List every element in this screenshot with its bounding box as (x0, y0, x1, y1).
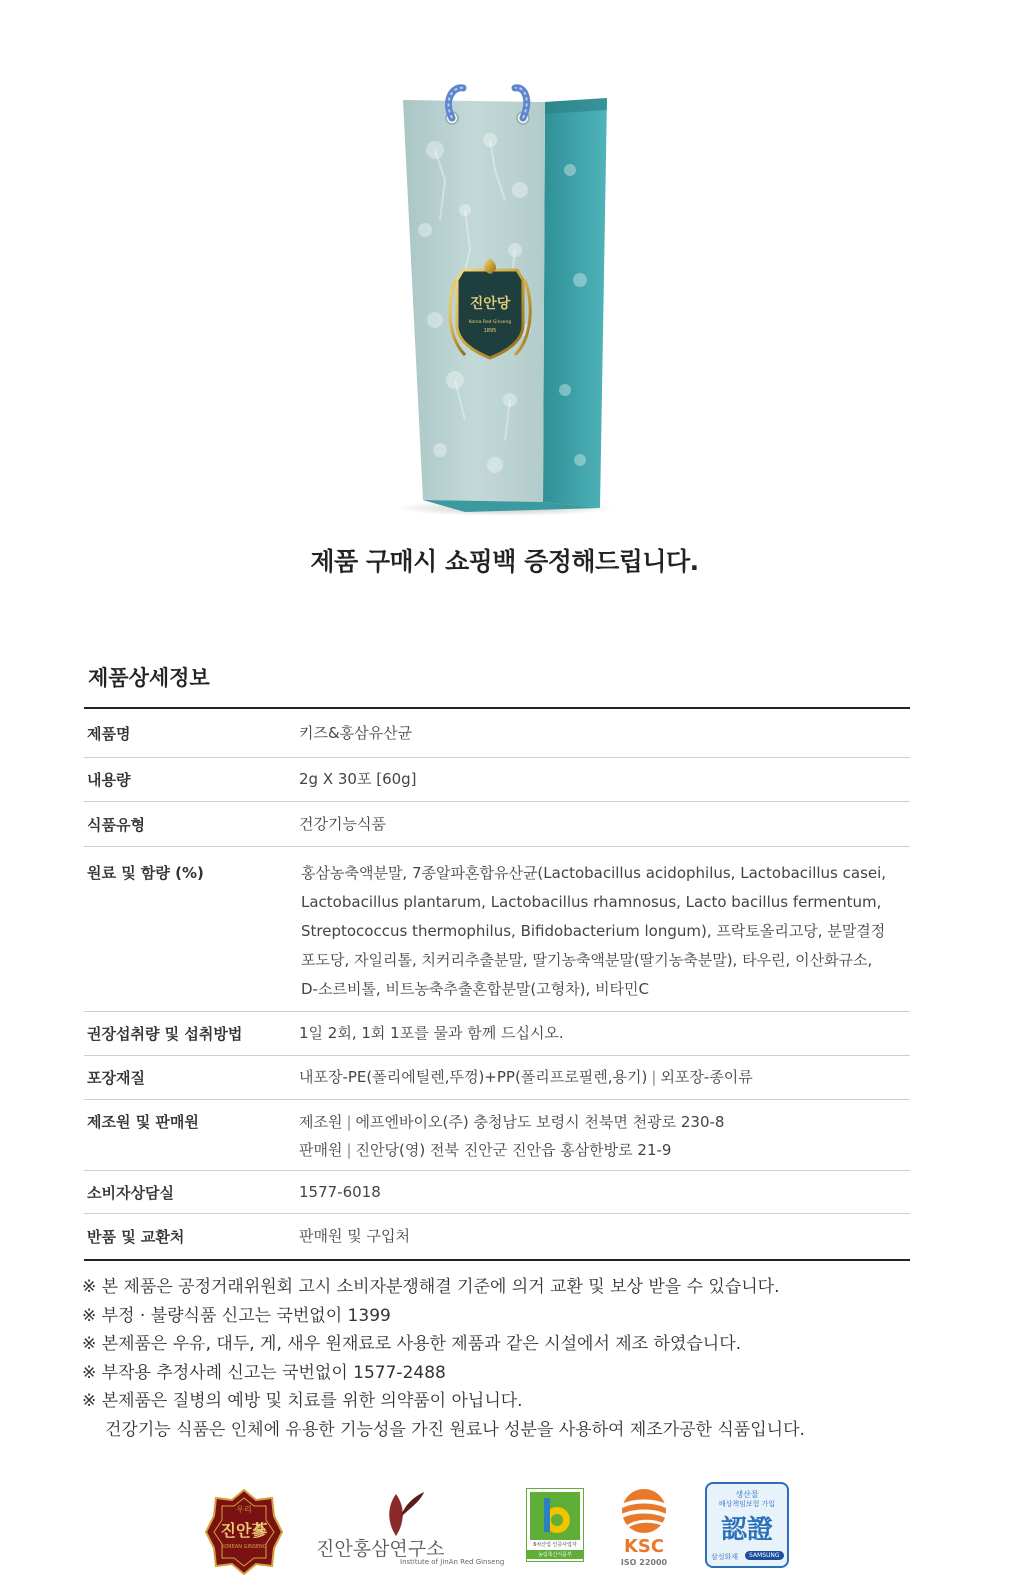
row-label: 제조원 및 판매원 (87, 1113, 199, 1131)
sixth-industry-top: 6차산업 인증사업자 (533, 1542, 577, 1548)
separator: | (346, 1141, 352, 1159)
maker-tag: 제조원 (299, 1113, 343, 1131)
table-row-packing (84, 1056, 910, 1100)
row-label: 반품 및 교환처 (87, 1228, 185, 1246)
row-value (299, 1063, 910, 1092)
jinsam-small: 우리 (236, 1505, 252, 1514)
notice-list (82, 1273, 942, 1444)
letter-b-icon (530, 1492, 580, 1540)
sixth-industry-logo (526, 1488, 584, 1562)
ingredient-line: 홍삼농축액분말, 7종알파혼합유산균(Lactobacillus acidophilus, Lactobacillus casei, (301, 864, 887, 882)
table-row-maker (84, 1100, 910, 1171)
bag-brand-year: 1895 (483, 328, 497, 334)
row-label: 원료 및 함량 (%) (87, 864, 204, 882)
ginseng-leaf-icon (366, 1488, 426, 1538)
ksc-main: KSC (623, 1536, 665, 1557)
table-row-customer-service (84, 1171, 910, 1214)
row-value: 1577-6018 (299, 1182, 381, 1201)
row-value: 판매원 및 구입처 (299, 1227, 410, 1245)
table-row-return (84, 1214, 910, 1259)
jinsam-logo (204, 1486, 284, 1576)
jinsam-sub: KOREAN GINSENG (221, 1544, 267, 1550)
notice-item: ※ 본제품은 질병의 예방 및 치료를 위한 의약품이 아닙니다. (82, 1391, 523, 1411)
insurance-bottom1: 삼성화재 (711, 1553, 739, 1561)
row-label: 소비자상담실 (87, 1183, 174, 1202)
row-value: 건강기능식품 (299, 814, 386, 833)
maker-value: 에프엔바이오(주) 충청남도 보령시 천북면 천광로 230-8 (355, 1113, 725, 1131)
row-label: 식품유형 (87, 815, 145, 834)
separator: | (651, 1068, 657, 1086)
table-row-ingredients (84, 847, 910, 1012)
promo-text: 제품 구매시 쇼핑백 증정해드립니다. (310, 547, 699, 576)
row-value: 1일 2회, 1회 1포를 물과 함께 드십시오. (299, 1024, 564, 1042)
insurance-main: 認證 (720, 1515, 773, 1545)
ksc-logo (614, 1486, 674, 1570)
row-value: 키즈&홍삼유산균 (299, 723, 413, 742)
jinsam-main: 진안蔘 (220, 1521, 268, 1540)
separator: | (346, 1113, 352, 1131)
row-label: 포장재질 (87, 1069, 145, 1087)
shopping-bag-image (395, 80, 625, 520)
insurance-bottom2: SAMSUNG (745, 1551, 784, 1560)
shopping-bag-illustration (395, 80, 625, 520)
packing-inner: 내포장-PE(폴리에틸렌,뚜껑)+PP(폴리프로필렌,용기) (299, 1068, 648, 1086)
row-label: 제품명 (87, 724, 131, 743)
research-institute-logo (316, 1488, 505, 1568)
row-value: 2g X 30포 [60g] (299, 770, 417, 788)
bag-brand-name: 진안당 (469, 296, 511, 312)
ingredient-line: 포도당, 자일리톨, 치커리추출분말, 딸기농축액분말(딸기농축분말), 타우린, 이산화규소, (301, 951, 873, 969)
row-value (299, 859, 910, 1011)
ingredient-line: D-소르비톨, 비트농축추출혼합분말(고형차), 비타민C (301, 980, 650, 998)
maker-line (299, 1108, 910, 1136)
lab-main: 진안홍삼연구소 (316, 1538, 445, 1560)
sixth-industry-bottom: 농림축산식품부 (527, 1550, 583, 1559)
ingredient-line: Lactobacillus plantarum, Lactobacillus rhamnosus, Lacto bacillus fermentum, (301, 893, 882, 911)
sixth-industry-badge (530, 1492, 580, 1540)
table-row-type (84, 802, 910, 847)
product-detail-table (84, 707, 910, 1261)
insurance-line1: 생산물 (735, 1490, 759, 1499)
table-row-volume (84, 758, 910, 802)
notice-item: ※ 본제품은 우유, 대두, 게, 새우 원재료로 사용한 제품과 같은 시설에서 제조 하였습니다. (82, 1334, 742, 1354)
row-value (299, 1108, 910, 1170)
ksc-globe-icon (614, 1486, 674, 1536)
liability-insurance-logo (705, 1482, 789, 1568)
insurance-line2: 배상책임보험 가입 (718, 1500, 776, 1508)
seller-tag: 판매원 (299, 1141, 343, 1159)
notice-item: ※ 부작용 추정사례 신고는 국번없이 1577-2488 (82, 1362, 446, 1383)
notice-item: ※ 부정 · 불량식품 신고는 국번없이 1399 (82, 1305, 391, 1326)
notice-continuation: 건강기능 식품은 인체에 유용한 기능성을 가진 원료나 성분을 사용하여 제조가공한 식품입니다. (105, 1419, 805, 1440)
seller-line (299, 1136, 910, 1164)
table-row-name (84, 709, 910, 758)
ksc-sub: ISO 22000 (620, 1558, 668, 1567)
table-row-intake (84, 1012, 910, 1056)
section-title: 제품상세정보 (88, 666, 210, 690)
row-label: 권장섭취량 및 섭취방법 (87, 1025, 243, 1043)
row-label: 내용량 (87, 771, 131, 789)
lab-sub: Institute of JinAn Red Ginseng (400, 1558, 505, 1566)
bag-brand-sub: Korea Red Ginseng (468, 320, 512, 325)
packing-outer: 외포장-종이류 (660, 1068, 753, 1086)
seller-value: 진안당(영) 전북 진안군 진안읍 홍삼한방로 21-9 (355, 1141, 672, 1159)
certification-logos (0, 1478, 1009, 1588)
ingredient-line: Streptococcus thermophilus, Bifidobacterium longum), 프락토올리고당, 분말결정 (301, 922, 886, 940)
notice-item: ※ 본 제품은 공정거래위원회 고시 소비자분쟁해결 기준에 의거 교환 및 보상 받을 수 있습니다. (82, 1277, 780, 1297)
